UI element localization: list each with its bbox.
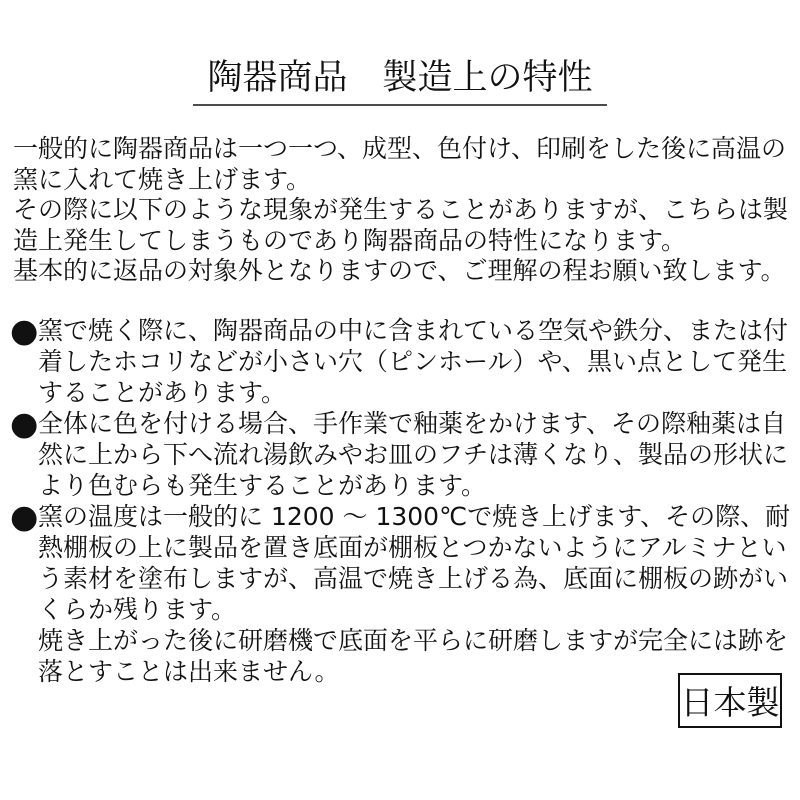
bullet-text: 窯で焼く際に、陶器商品の中に含まれている空気や鉄分、または付 [38, 316, 789, 345]
intro-line: その際に以下のような現象が発生することがありますが、こちらは製 [13, 195, 789, 224]
intro-paragraph [13, 134, 793, 287]
intro-line: 造上発生してしまうものであり陶器商品の特性になります。 [13, 225, 687, 255]
bullet-text: 全体に色を付ける場合、手作業で釉薬をかけます、その際釉薬は自 [38, 409, 787, 438]
bullet-first-line [10, 311, 793, 350]
intro-line: 窯に入れて焼き上げます。 [13, 164, 312, 194]
bullet-continuation-line: う素材を塗布しますが、高温で焼き上げる為、底面に棚板の跡がい [38, 564, 789, 593]
bullet-continuation-line: 落とすことは出来ません。 [38, 657, 340, 686]
made-in-japan-badge: 日本製 [678, 673, 782, 728]
bullet-continuation-line: より色むらも発生することがあります。 [38, 471, 487, 500]
bullet-continuation-line: 然に上から下へ流れ湯飲みやお皿のフチは薄くなり、製品の形状に [38, 440, 789, 469]
intro-line: 一般的に陶器商品は一つ一つ、成型、色付け、印刷をした後に高温の [13, 134, 787, 163]
bullet-first-line [10, 497, 793, 536]
page-title: 陶器商品 製造上の特性 [193, 57, 606, 106]
intro-line: 基本的に返品の対象外となりますので、ご理解の程お願い致します。 [13, 256, 786, 285]
bullet-marker-icon: ● [10, 311, 39, 350]
bullet-continuation-line: 熱棚板の上に製品を置き底面が棚板とつかないようにアルミナとい [38, 533, 787, 562]
bullet-continuation-line: することがあります。 [38, 378, 287, 407]
bullet-continuation-line: くらか残ります。 [38, 595, 237, 624]
title-block [0, 57, 800, 106]
bullet-first-line [10, 404, 793, 443]
bullet-marker-icon: ● [10, 404, 39, 443]
bullet-continuation-line: 着したホコリなどが小さい穴（ピンホール）や、黒い点として発生 [38, 347, 788, 376]
bullet-list [10, 311, 793, 687]
bullet-text: 窯の温度は一般的に 1200 ～ 1300℃で焼き上げます、その際、耐 [38, 502, 791, 531]
bullet-marker-icon: ● [10, 497, 39, 536]
bullet-continuation-line: 焼き上がった後に研磨機で底面を平らに研磨しますが完全には跡を [38, 626, 789, 655]
